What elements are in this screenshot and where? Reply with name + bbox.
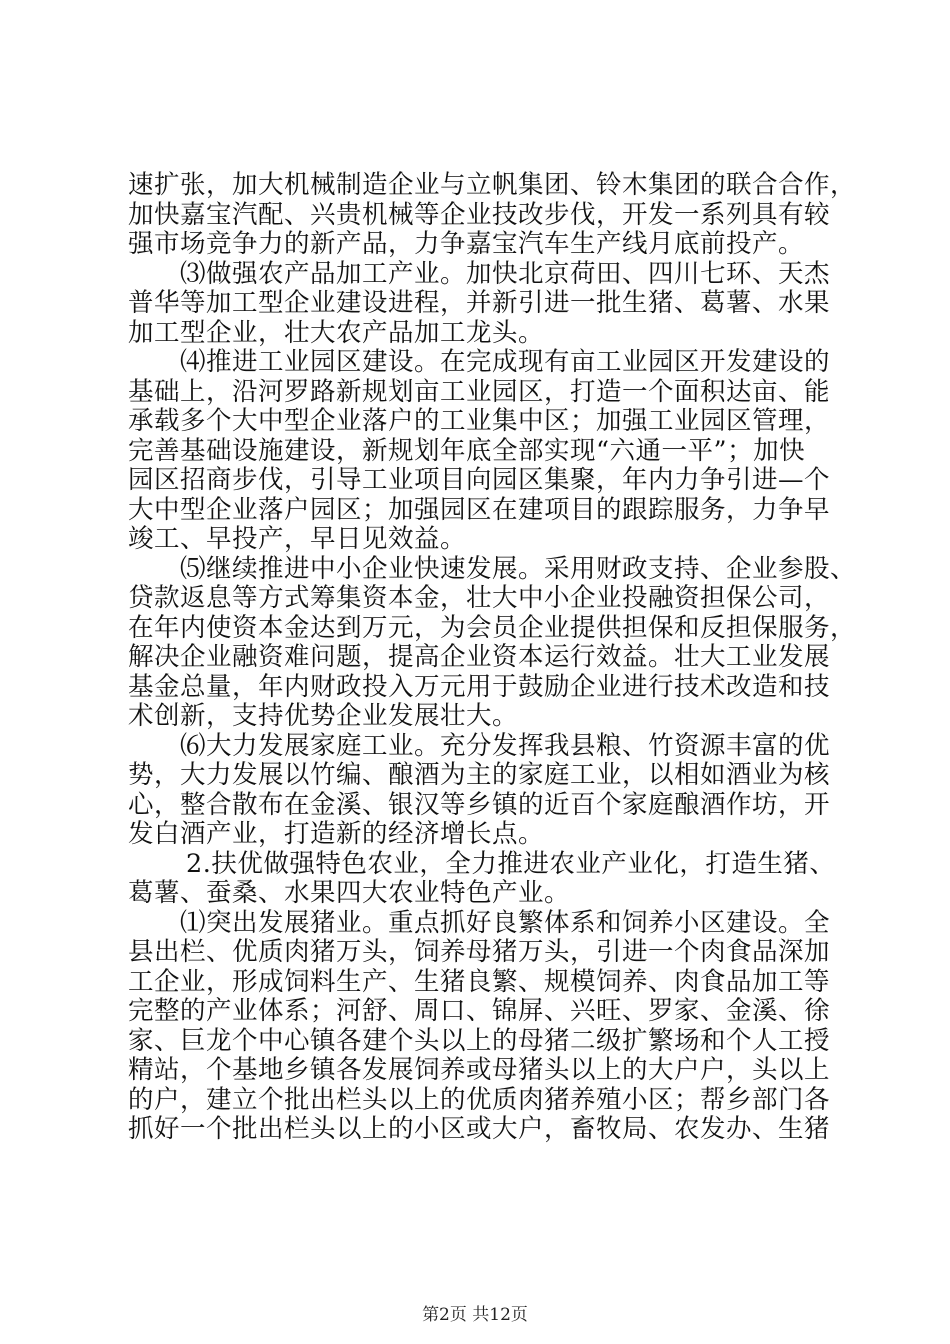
text-line: 基础上，沿河罗路新规划亩工业园区，打造一个面积达亩、能	[128, 376, 831, 407]
text-line: 家、巨龙个中心镇各建个头以上的母猪二级扩繁场和个人工授	[128, 1025, 831, 1056]
page-footer	[0, 1305, 950, 1325]
paragraph-start-line: ⑶做强农产品加工产业。加快北京荷田、四川七环、天杰	[180, 258, 831, 289]
text-line: 完整的产业体系；河舒、周口、锦屏、兴旺、罗家、金溪、徐	[128, 996, 831, 1026]
page-number-label: 第2页 共12页	[422, 1305, 528, 1325]
text-line: 抓好一个批出栏头以上的小区或大户，畜牧局、农发办、生猪	[128, 1114, 831, 1144]
text-line: 承载多个大中型企业落户的工业集中区；加强工业园区管理，	[128, 406, 831, 436]
section-heading-line: 2.扶优做强特色农业，全力推进农业产业化，打造生猪、	[186, 848, 836, 879]
text-line: 加快嘉宝汽配、兴贵机械等企业技改步伐，开发一系列具有较	[128, 199, 831, 230]
text-line: 的户，建立个批出栏头以上的优质肉猪养殖小区；帮乡部门各	[128, 1084, 831, 1115]
text-line: 贷款返息等方式筹集资本金，壮大中小企业投融资担保公司，	[128, 583, 831, 613]
paragraph-start-line: ⑷推进工业园区建设。在完成现有亩工业园区开发建设的	[180, 347, 831, 377]
paragraph-start-line: ⑸继续推进中小企业快速发展。采用财政支持、企业参股、	[180, 553, 857, 584]
body-text	[128, 170, 857, 1145]
paragraph-start-line: ⑹大力发展家庭工业。充分发挥我县粮、竹资源丰富的优	[180, 730, 831, 761]
text-line: 势，大力发展以竹编、酿酒为主的家庭工业，以相如酒业为核	[128, 760, 831, 790]
text-line: 完善基础设施建设，新规划年底全部实现“六通一平”；加快	[128, 435, 806, 466]
text-line: 在年内使资本金达到万元，为会员企业提供担保和反担保服务，	[128, 612, 857, 643]
text-line: 基金总量，年内财政投入万元用于鼓励企业进行技术改造和技	[128, 671, 831, 702]
text-line: 速扩张，加大机械制造企业与立帆集团、铃木集团的联合合作，	[128, 170, 857, 200]
text-line: 大中型企业落户园区；加强园区在建项目的跟踪服务，力争早	[128, 494, 831, 525]
text-line: 县出栏、优质肉猪万头，饲养母猪万头，引进一个肉食品深加	[128, 937, 831, 967]
text-line: 发白酒产业，打造新的经济增长点。	[128, 819, 545, 849]
text-line: 心，整合散布在金溪、银汉等乡镇的近百个家庭酿酒作坊，开	[128, 789, 831, 820]
text-line: 强市场竞争力的新产品，力争嘉宝汽车生产线月底前投产。	[128, 229, 805, 259]
text-line: 园区招商步伐，引导工业项目向园区集聚，年内力争引进—个	[128, 465, 831, 495]
text-line: 竣工、早投产，早日见效益。	[128, 524, 467, 554]
text-line: 术创新，支持优势企业发展壮大。	[128, 701, 519, 731]
text-line: 工企业，形成饲料生产、生猪良繁、规模饲养、肉食品加工等	[128, 966, 831, 997]
text-line: 葛薯、蚕桑、水果四大农业特色产业。	[128, 878, 571, 908]
text-line: 精站，个基地乡镇各发展饲养或母猪头以上的大户户，头以上	[128, 1055, 831, 1085]
text-line: 加工型企业，壮大农产品加工龙头。	[128, 317, 545, 348]
paragraph-start-line: ⑴突出发展猪业。重点抓好良繁体系和饲养小区建设。全	[180, 907, 831, 938]
text-line: 普华等加工型企业建设进程，并新引进一批生猪、葛薯、水果	[128, 288, 831, 318]
text-line: 解决企业融资难问题，提高企业资本运行效益。壮大工业发展	[128, 642, 831, 672]
